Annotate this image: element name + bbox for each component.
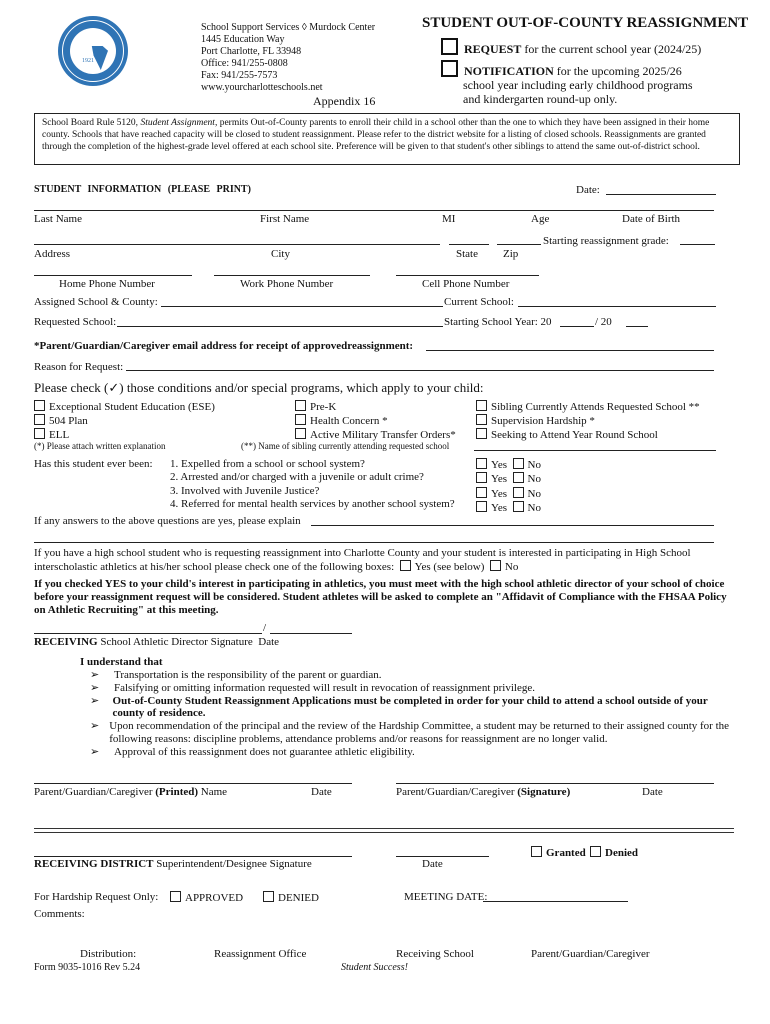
printed-b: (Printed) [155, 786, 199, 798]
athletics-no-label: No [504, 561, 519, 573]
cond-label: Active Military Transfer Orders* [310, 429, 456, 441]
note-attach: (*) Please attach written explanation [34, 441, 166, 451]
notification-line3: and kindergarten round-up only. [463, 92, 618, 106]
appendix-label: Appendix 16 [313, 94, 376, 108]
denied-caps-option[interactable] [263, 891, 319, 904]
cond-label: Seeking to Attend Year Round School [491, 429, 658, 441]
district-sig-label [34, 858, 312, 870]
athletics-yes-label: Yes (see below) [414, 561, 485, 573]
first-name-label: First Name [260, 213, 310, 225]
cond-label: Health Concern * [310, 415, 388, 427]
signature-date-label: Date [642, 786, 663, 798]
home-phone-field[interactable] [34, 275, 192, 276]
sig-date: Date [258, 636, 280, 648]
date-label: Date: [576, 184, 600, 196]
understand-heading: I understand that [80, 656, 163, 668]
hardship-label: For Hardship Request Only: [34, 891, 159, 903]
starting-year-label: Starting School Year: 20 [444, 316, 552, 328]
student-info-heading: STUDENT INFORMATION (PLEASE PRINT) [34, 184, 251, 195]
arrow-icon: ➢ [90, 745, 100, 758]
denied-checkbox[interactable] [590, 846, 601, 857]
request-checkbox[interactable] [441, 38, 458, 55]
notification-checkbox[interactable] [441, 60, 458, 77]
last-name-label: Last Name [34, 213, 82, 225]
understand-text: Approval of this reassignment does not guarantee athletic eligibility. [114, 745, 415, 758]
approved-checkbox[interactable] [170, 891, 181, 902]
motto: Student Success! [341, 962, 408, 973]
history-a3[interactable] [476, 487, 541, 501]
no-checkbox[interactable] [513, 472, 524, 483]
street-address: 1445 Education Way [201, 34, 285, 45]
printed-date-label: Date [311, 786, 332, 798]
athletics-intro [34, 547, 691, 574]
understand-text: Falsifying or omitting information requested will result in revocation of reassignment privilege. [114, 681, 535, 694]
no-label: No [527, 487, 541, 500]
work-phone-field[interactable] [214, 275, 370, 276]
checkbox[interactable] [34, 400, 45, 411]
request-text: for the current school year (2024/25) [521, 42, 702, 56]
meeting-date-label: MEETING DATE: [404, 891, 488, 903]
printed-name-field[interactable] [34, 783, 352, 784]
history-q1: 1. Expelled from a school or school system? [170, 458, 365, 470]
cond-prek[interactable] [295, 400, 456, 414]
denied-caps-checkbox[interactable] [263, 891, 274, 902]
distribution-parent: Parent/Guardian/Caregiver [531, 948, 650, 960]
district-contact [201, 22, 375, 94]
state-field[interactable] [449, 244, 489, 245]
sibling-name-field[interactable] [474, 450, 716, 451]
cond-sibling[interactable] [476, 400, 700, 414]
understand-item [90, 669, 730, 682]
conditions-col1 [34, 400, 215, 442]
denied-label: Denied [605, 847, 638, 859]
request-label: REQUEST [464, 42, 522, 56]
history-q2: 2. Arrested and/or charged with a juvenile or adult crime? [170, 471, 424, 484]
cond-label: Sibling Currently Attends Requested School ** [491, 401, 700, 413]
understand-item [90, 746, 730, 759]
cond-label: Supervision Hardship * [491, 415, 595, 427]
zip-field[interactable] [497, 244, 541, 245]
denied-caps-label: DENIED [278, 892, 319, 904]
office-phone: Office: 941/255-0808 [201, 58, 288, 69]
no-checkbox[interactable] [513, 501, 524, 512]
starting-year-field-1[interactable] [560, 326, 594, 327]
understand-text: Out-of-County Student Reassignment Applications must be completed in order for your child to attend a school outside of your county of residence. [112, 694, 708, 720]
athletics-notice: If you checked YES to your child's interest in participating in athletics, you must meet with the high school athletic director of your school of choice before your reassignment request will be considered. Student athletes will be asked to complete an "Affidavit of Compliance with the FHSAA Policy on Athletic Recruiting" at this meeting. [34, 578, 727, 616]
athletics-yes-checkbox[interactable] [400, 560, 411, 571]
yes-checkbox[interactable] [476, 501, 487, 512]
understand-item [90, 720, 730, 746]
athletic-director-date-field[interactable] [270, 633, 352, 634]
website: www.yourcharlotteschools.net [201, 82, 323, 93]
granted-label: Granted [546, 847, 586, 859]
approved-label: APPROVED [185, 892, 244, 904]
distribution-label: Distribution: [80, 948, 137, 960]
form-title: STUDENT OUT-OF-COUNTY REASSIGNMENT [422, 15, 749, 31]
current-school-field[interactable] [518, 306, 716, 307]
history-label: Has this student ever been: [34, 458, 153, 470]
rule-text-1: School Board Rule 5120, [42, 118, 141, 128]
cond-health[interactable] [295, 414, 456, 428]
signature-b: (Signature) [517, 786, 571, 798]
cond-supervision[interactable] [476, 414, 700, 428]
city-state-zip: Port Charlotte, FL 33948 [201, 46, 302, 57]
conditions-heading: Please check (✓) those conditions and/or special programs, which apply to your child: [34, 380, 484, 395]
no-label: No [527, 459, 541, 471]
home-phone-label: Home Phone Number [59, 278, 155, 290]
meeting-date-field[interactable] [483, 901, 628, 902]
cond-label: Pre-K [310, 401, 337, 413]
no-label: No [527, 473, 541, 486]
email-field[interactable] [426, 350, 714, 351]
history-a4[interactable] [476, 501, 541, 515]
printed-name-label [34, 786, 227, 798]
history-questions [170, 458, 455, 511]
understand-list [90, 669, 730, 759]
state-label: State [456, 248, 478, 260]
city-label: City [271, 248, 290, 260]
signature-field[interactable] [396, 783, 714, 784]
notification-option[interactable] [441, 60, 693, 106]
no-label: No [527, 501, 541, 514]
explain-field-2[interactable] [34, 542, 714, 543]
district-date-label: Date [422, 858, 443, 870]
athletics-line2-row [34, 560, 691, 574]
checkbox[interactable] [476, 400, 487, 411]
distribution-school: Receiving School [396, 948, 474, 960]
comments-label: Comments: [34, 908, 85, 920]
checkbox[interactable] [295, 428, 306, 439]
name-field[interactable] [34, 210, 714, 211]
notification-label: NOTIFICATION [464, 64, 554, 78]
conditions-col3 [476, 400, 700, 442]
denied-option[interactable] [590, 846, 638, 859]
seal-center [70, 28, 116, 74]
notification-line2: school year including early childhood programs [463, 78, 693, 92]
starting-year-slash: / 20 [595, 316, 612, 328]
checkbox[interactable] [476, 414, 487, 425]
cond-military[interactable] [295, 428, 456, 442]
form-number: Form 9035-1016 Rev 5.24 [34, 962, 141, 973]
district-sig-field[interactable] [34, 856, 352, 857]
district-sig-rest: Superintendent/Designee Signature [153, 858, 312, 870]
notification-text: for the upcoming 2025/26 [553, 64, 682, 78]
work-phone-label: Work Phone Number [240, 278, 334, 290]
sig-rest: School Athletic Director Signature [97, 636, 253, 648]
rule-italic: Student Assignment [140, 118, 215, 128]
starting-grade-label: Starting reassignment grade: [543, 235, 669, 247]
checkbox[interactable] [476, 428, 487, 439]
request-option[interactable] [441, 38, 701, 57]
yes-label: Yes [491, 473, 508, 486]
yes-label: Yes [491, 487, 508, 500]
explain-label: If any answers to the above questions are yes, please explain [34, 515, 301, 527]
arrow-icon: ➢ [90, 694, 100, 707]
dob-label: Date of Birth [622, 213, 681, 225]
requested-school-field[interactable] [117, 326, 443, 327]
yes-label: Yes [491, 501, 508, 514]
athletic-director-sig-field[interactable] [34, 633, 262, 634]
printed-c: Name [198, 786, 228, 798]
rule-notice [34, 113, 740, 165]
zip-label: Zip [503, 248, 519, 260]
org-line: School Support Services ◊ Murdock Center [201, 22, 376, 33]
athletic-director-sig-label [34, 636, 279, 648]
athletics-line1: If you have a high school student who is requesting reassignment into Charlotte County and your student is interested in participating in High School [34, 547, 691, 559]
cell-phone-field[interactable] [396, 275, 539, 276]
understand-text: Transportation is the responsibility of the parent or guardian. [114, 669, 382, 681]
seal-year: 1921 [82, 58, 94, 64]
note-sibling: (**) Name of sibling currently attending requested school [241, 441, 450, 451]
checkbox[interactable] [295, 400, 306, 411]
granted-option[interactable] [531, 846, 586, 859]
understand-item [90, 682, 730, 695]
cond-label: ELL [49, 429, 70, 441]
sig-bold: RECEIVING [34, 636, 98, 648]
history-answers [476, 458, 541, 515]
current-school-label: Current School: [444, 296, 514, 308]
section-divider [34, 828, 734, 833]
printed-a: Parent/Guardian/Caregiver [34, 786, 156, 798]
starting-year-field-2[interactable] [626, 326, 648, 327]
requested-school-label: Requested School: [34, 316, 117, 328]
checkbox[interactable] [34, 414, 45, 425]
history-q3: 3. Involved with Juvenile Justice? [170, 484, 320, 497]
no-checkbox[interactable] [513, 487, 524, 498]
assigned-school-field[interactable] [161, 306, 443, 307]
assigned-school-label: Assigned School & County: [34, 296, 158, 308]
district-sig-bold: RECEIVING DISTRICT [34, 858, 154, 870]
district-seal [58, 16, 128, 86]
signature-label [396, 786, 570, 798]
athletics-no-checkbox[interactable] [490, 560, 501, 571]
yes-checkbox[interactable] [476, 472, 487, 483]
email-label: *Parent/Guardian/Caregiver email address for receipt of approvedreassignment: [34, 340, 414, 352]
mi-label: MI [442, 213, 456, 225]
cond-year-round[interactable] [476, 428, 700, 442]
no-checkbox[interactable] [513, 458, 524, 469]
starting-grade-field[interactable] [680, 244, 715, 245]
arrow-icon: ➢ [90, 720, 100, 733]
yes-checkbox[interactable] [476, 487, 487, 498]
age-label: Age [531, 213, 550, 225]
rule-text-2: , permits Out-of-County parents to enroll their child in a school other than the one to which they have been assigned in their home county. Schools that have reached capacity will be closed to student reassignment. Please refer to the district website for a listing of closed schools. Reassignments are granted through the completion of the highest-grade level offered at each school site. Preference will be given to that student's other siblings to attend the same out-of-district school. [42, 118, 710, 152]
date-field[interactable] [606, 194, 716, 195]
arrow-icon: ➢ [90, 681, 100, 694]
cond-504[interactable] [34, 414, 215, 428]
yes-checkbox[interactable] [476, 458, 487, 469]
checkbox[interactable] [34, 428, 45, 439]
yes-label: Yes [491, 459, 508, 471]
checkbox[interactable] [295, 414, 306, 425]
district-date-field[interactable] [396, 856, 489, 857]
cond-ese[interactable] [34, 400, 215, 414]
history-q4: 4. Referred for mental health services by another school system? [170, 497, 455, 510]
athletics-line2: interscholastic athletics at his/her school please check one of the following boxes: [34, 561, 395, 573]
address-field[interactable] [34, 244, 440, 245]
address-label: Address [34, 248, 71, 260]
understand-text: Upon recommendation of the principal and the review of the Hardship Committee, a student may be returned to their assigned county for the following reasons: discipline problems, attendance problems and/or reasons for reassignment are no longer valid. [109, 720, 730, 745]
history-a2[interactable] [476, 472, 541, 486]
reason-label: Reason for Request: [34, 361, 124, 373]
explain-field[interactable] [311, 525, 714, 526]
cond-ell[interactable] [34, 428, 215, 442]
conditions-col2 [295, 400, 456, 442]
fax-number: Fax: 941/255-7573 [201, 70, 278, 81]
cond-label: 504 Plan [49, 415, 88, 427]
sig-slash: / [263, 622, 267, 634]
arrow-icon: ➢ [90, 669, 100, 681]
history-a1[interactable] [476, 458, 541, 472]
cond-label: Exceptional Student Education (ESE) [49, 401, 215, 413]
understand-item [90, 695, 730, 721]
signature-a: Parent/Guardian/Caregiver [396, 786, 518, 798]
cell-phone-label: Cell Phone Number [422, 278, 510, 290]
granted-checkbox[interactable] [531, 846, 542, 857]
distribution-office: Reassignment Office [214, 948, 307, 960]
approved-option[interactable] [170, 891, 243, 904]
reason-field[interactable] [126, 370, 714, 371]
